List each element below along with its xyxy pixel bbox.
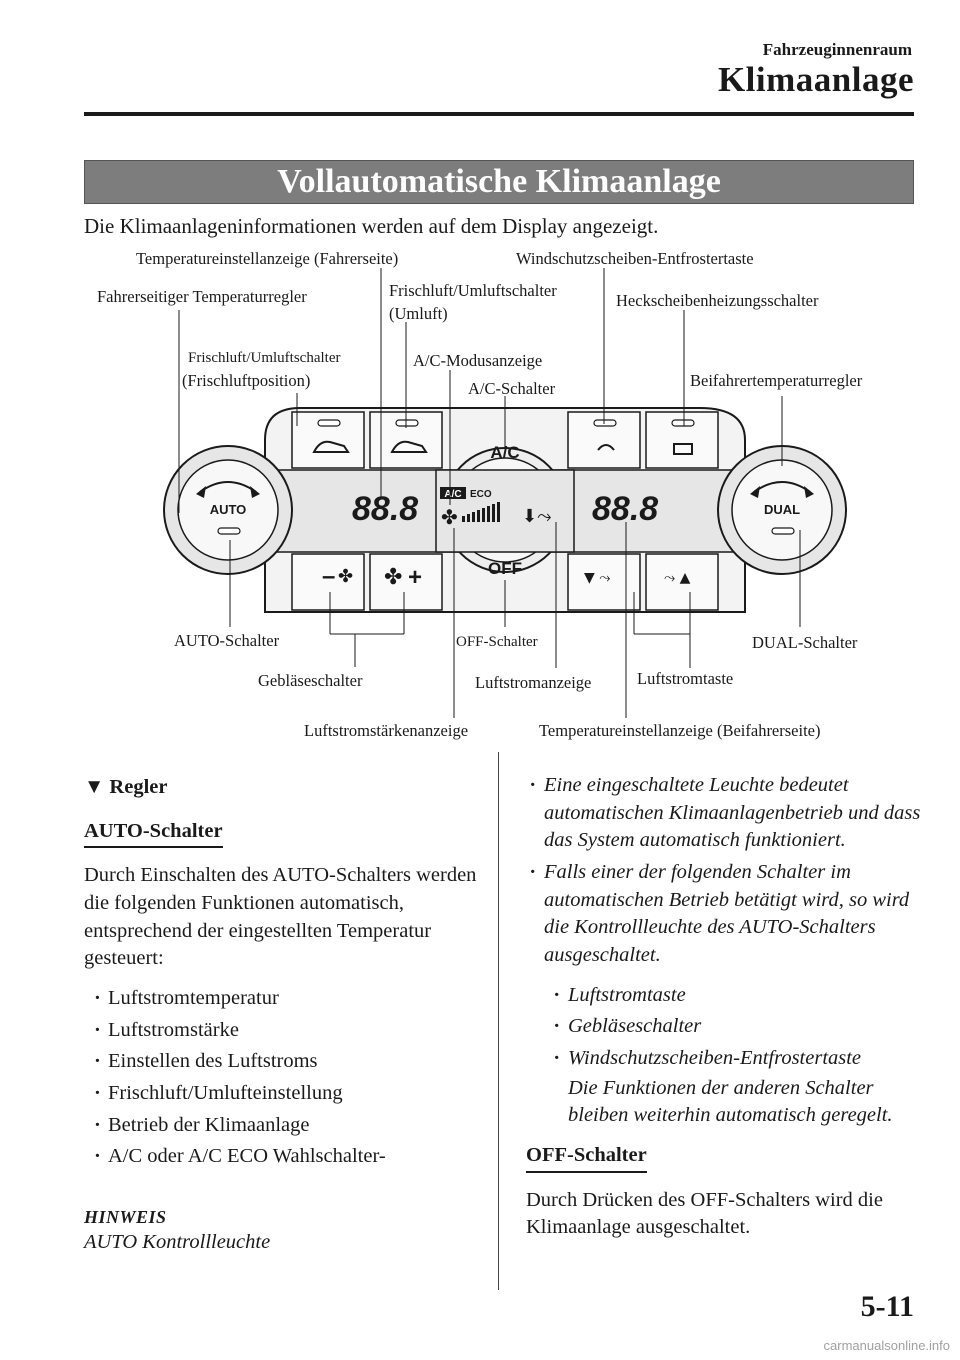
fan-speed-icon: ✤ (441, 505, 458, 529)
auto-switch-text: Durch Einschalten des AUTO-Schalters werden die folgenden Funktionen automatisch, entsprechend der eingestellten Temperatur gesteuert: (84, 864, 477, 970)
auto-function-list (90, 985, 484, 1171)
label-windshield-defroster: Windschutzscheiben-Entfrostertaste (516, 249, 754, 268)
right-column (526, 772, 926, 1254)
label-temp-display-passenger: Temperatureinstellanzeige (Beifahrerseite) (539, 721, 821, 740)
regler-heading: ▼ Regler (84, 776, 168, 798)
triangle-down-icon: ▼ (84, 776, 105, 798)
note-heading: HINWEIS (84, 1207, 167, 1228)
note-sub-items (550, 982, 926, 1073)
list-item: · Falls einer der folgenden Schalter im automatischen Betrieb betätigt wird, so wird die Kontrollleuchte des AUTO-Schalters ausgeschaltet. (526, 859, 926, 970)
label-driver-temp-dial: Fahrerseitiger Temperaturregler (97, 287, 307, 306)
fan-large-icon: ✤ (384, 565, 403, 590)
fan-small-icon: ✤ (338, 566, 354, 587)
auto-switch-heading: AUTO-Schalter (84, 818, 223, 849)
list-item: · Luftstromtemperatur (90, 985, 484, 1013)
section-title: Vollautomatische Klimaanlage (84, 160, 914, 204)
left-column (84, 770, 484, 1257)
label-recirc-switch-2: (Umluft) (389, 304, 448, 323)
fan-plus-icon: + (408, 564, 423, 591)
label-airflow-button: Luftstromtaste (637, 669, 734, 688)
dual-button: DUAL (763, 502, 801, 517)
temp-display-right: 88.8 (592, 490, 659, 528)
off-button: OFF (488, 559, 522, 578)
note-after-text: Die Funktionen der anderen Schalter bleiben weiterhin automatisch geregelt. (568, 1076, 893, 1127)
list-item: · Frischluft/Umlufteinstellung (90, 1080, 484, 1108)
note-bullets (526, 772, 926, 970)
fan-minus-icon: – (322, 563, 336, 590)
label-off-switch: OFF-Schalter (456, 634, 538, 650)
airflow-down-icon: ▼ ⤳ (584, 570, 611, 586)
note-text: AUTO Kontrollleuchte (84, 1231, 271, 1254)
ac-button: A/C (490, 443, 520, 462)
watermark: carmanualsonline.info (823, 1338, 950, 1353)
label-ac-mode-display: A/C-Modusanzeige (413, 351, 543, 370)
label-airflow-display: Luftstromanzeige (475, 673, 592, 692)
auto-button: AUTO (209, 502, 247, 517)
list-item: · Gebläseschalter (550, 1013, 926, 1041)
label-ac-switch: A/C-Schalter (468, 379, 556, 398)
header-title: Klimaanlage (717, 60, 914, 99)
list-item: · A/C oder A/C ECO Wahlschalter- (90, 1143, 484, 1171)
list-item: · Windschutzscheiben-Entfrostertaste (550, 1045, 926, 1073)
list-item: · Luftstromtaste (550, 982, 926, 1010)
label-passenger-temp-dial: Beifahrertemperaturregler (690, 371, 863, 390)
label-recirc-switch-1: Frischluft/Umluftschalter (389, 281, 557, 300)
airflow-up-icon: ⤳ ▲ (664, 570, 691, 586)
label-rear-defogger: Heckscheibenheizungsschalter (616, 291, 819, 310)
column-divider (498, 752, 499, 1290)
label-auto-switch: AUTO-Schalter (174, 631, 280, 650)
section-intro: Die Klimaanlageninformationen werden auf dem Display angezeigt. (84, 214, 659, 238)
page-number: 5-11 (860, 1290, 914, 1323)
eco-indicator: ECO (470, 489, 492, 500)
label-fan-speed-display: Luftstromstärkenanzeige (304, 721, 469, 740)
list-item: · Eine eingeschaltete Leuchte bedeutet automatischen Klimaanlagenbetrieb und dass das System automatisch funktioniert. (526, 772, 926, 855)
label-dual-switch: DUAL-Schalter (752, 633, 858, 652)
off-switch-text: Durch Drücken des OFF-Schalters wird die Klimaanlage ausgeschaltet. (526, 1188, 883, 1239)
list-item: · Luftstromstärke (90, 1017, 484, 1045)
list-item: · Betrieb der Klimaanlage (90, 1112, 484, 1140)
label-fresh-switch-2: (Frischluftposition) (182, 371, 311, 390)
temp-display-left: 88.8 (352, 490, 419, 528)
ac-mode-indicator: A/C (444, 489, 462, 500)
off-switch-heading: OFF-Schalter (526, 1142, 647, 1173)
header-category: Fahrzeuginnenraum (762, 40, 912, 59)
airflow-mode-icon: ⬇⤳ (522, 506, 552, 527)
label-fresh-switch-1: Frischluft/Umluftschalter (188, 350, 341, 366)
label-fan-switch: Gebläseschalter (258, 671, 363, 690)
list-item: · Einstellen des Luftstroms (90, 1048, 484, 1076)
label-temp-display-driver: Temperatureinstellanzeige (Fahrerseite) (136, 249, 399, 268)
